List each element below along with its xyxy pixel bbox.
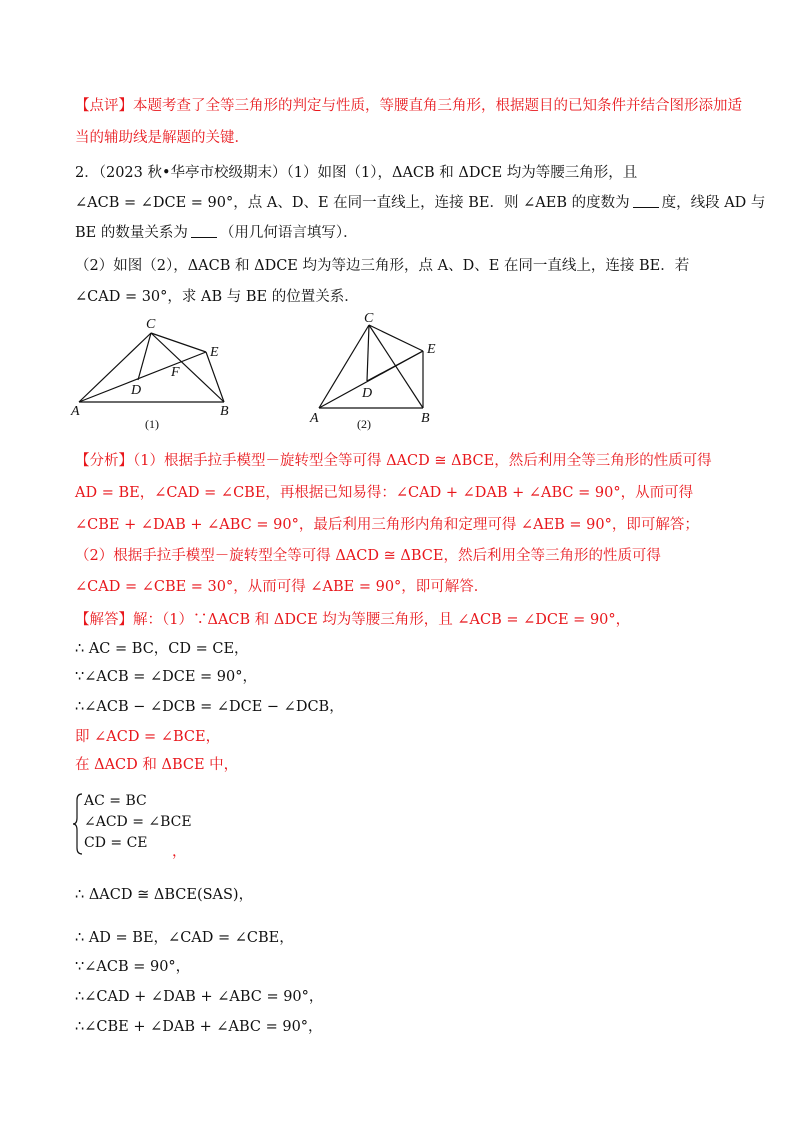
problem-line-5: ∠CAD = 30°，求 AB 与 BE 的位置关系．: [75, 289, 359, 305]
solution-tag: 【解答】: [75, 612, 133, 628]
fig1-label-b: B: [220, 404, 229, 419]
review-text-1: 本题考查了全等三角形的判定与性质，等腰直角三角形，根据题目的已知条件并结合图形添加适: [133, 98, 742, 114]
fig2-segment-de: [367, 351, 423, 381]
problem-line-4: （2）如图（2），ΔACB 和 ΔDCE 均为等边三角形，点 A、D、E 在同一直线上，连接 BE．若: [75, 258, 690, 274]
fig1-caption: (1): [145, 417, 159, 431]
fig1-label-a: A: [71, 404, 80, 419]
fig1-segment-ae: [79, 352, 206, 402]
solution-line-9: ∵∠ACB = 90°，: [75, 959, 191, 975]
solution-line-3: ∵∠ACB = ∠DCE = 90°，: [75, 669, 257, 685]
solution-line-5: 即 ∠ACD = ∠BCE，: [75, 729, 221, 745]
review-line-2: 当的辅助线是解题的关键．: [75, 130, 249, 146]
fig2-label-b: B: [421, 411, 430, 426]
system-line-1: AC = BC: [84, 793, 147, 809]
fig1-label-f: F: [171, 365, 180, 380]
fig2-label-c: C: [364, 311, 374, 326]
solution-line-10: ∴∠CAD + ∠DAB + ∠ABC = 90°，: [75, 989, 324, 1005]
problem-text-2: ∠ACB = ∠DCE = 90°，点 A、D、E 在同一直线上，连接 BE．则 ∠AEB 的度数为: [75, 195, 630, 211]
solution-line-1: [75, 610, 630, 630]
analysis-tag: 【分析】: [75, 453, 133, 469]
answer-blank-2: [191, 223, 217, 238]
solution-line-8: ∴ AD = BE，∠CAD = ∠CBE，: [75, 930, 294, 946]
fig2-caption: (2): [357, 417, 371, 431]
analysis-line-3: ∠CBE + ∠DAB + ∠ABC = 90°，最后利用三角形内角和定理可得 ∠AEB = 90°，即可解答；: [75, 517, 699, 533]
solution-line-7: ∴ ΔACD ≅ ΔBCE(SAS)，: [75, 887, 254, 903]
fig1-label-c: C: [146, 317, 156, 332]
answer-blank-1: [633, 193, 659, 208]
solution-line-11: ∴∠CBE + ∠DAB + ∠ABC = 90°，: [75, 1019, 323, 1035]
fig1-label-d: D: [131, 383, 142, 398]
system-comma: ，: [172, 844, 187, 860]
fig1-segment-ce: [151, 333, 206, 352]
fig2-segment-cd: [367, 325, 369, 381]
fig1-label-e: E: [210, 345, 219, 360]
system-brace: [72, 793, 84, 855]
problem-line-3: [75, 223, 358, 243]
analysis-line-1: [75, 451, 712, 471]
analysis-line-4: （2）根据手拉手模型－旋转型全等可得 ΔACD ≅ ΔBCE，然后利用全等三角形的性质可得: [75, 548, 661, 564]
problem-text-3-tail: （用几何语言填写）．: [219, 225, 358, 241]
fig1-segment-cb: [151, 333, 224, 402]
problem-line-1: 2．（2023 秋•华亭市校级期末）（1）如图（1），ΔACB 和 ΔDCE 均为等腰三角形，且: [75, 165, 638, 181]
figure-2: [305, 308, 455, 436]
analysis-line-2: AD = BE，∠CAD = ∠CBE，再根据已知易得：∠CAD + ∠DAB + ∠ABC = 90°，从而可得: [75, 485, 694, 501]
problem-line-2: [75, 193, 765, 213]
solution-line-6: 在 ΔACD 和 ΔBCE 中，: [75, 757, 239, 773]
system-line-2: ∠ACD = ∠BCE: [84, 814, 192, 830]
solution-line-2: ∴ AC = BC，CD = CE，: [75, 641, 249, 657]
figure-1: [68, 312, 268, 437]
fig2-label-a: A: [310, 411, 319, 426]
review-line-1: [75, 96, 742, 116]
system-line-3: CD = CE: [84, 835, 148, 851]
analysis-line-5: ∠CAD = ∠CBE = 30°，从而可得 ∠ABE = 90°，即可解答．: [75, 579, 489, 595]
analysis-text-1: （1）根据手拉手模型－旋转型全等可得 ΔACD ≅ ΔBCE，然后利用全等三角形的性质可得: [133, 453, 712, 469]
solution-text-1: 解：（1）∵ΔACB 和 ΔDCE 均为等腰三角形，且 ∠ACB = ∠DCE = 90°，: [133, 612, 631, 628]
problem-text-3: BE 的数量关系为: [75, 225, 188, 241]
review-tag: 【点评】: [75, 98, 133, 114]
solution-line-4: ∴∠ACB − ∠DCB = ∠DCE − ∠DCB，: [75, 699, 344, 715]
fig2-label-e: E: [427, 342, 436, 357]
problem-text-2-tail: 度，线段 AD 与: [661, 195, 766, 211]
fig2-label-d: D: [362, 386, 373, 401]
